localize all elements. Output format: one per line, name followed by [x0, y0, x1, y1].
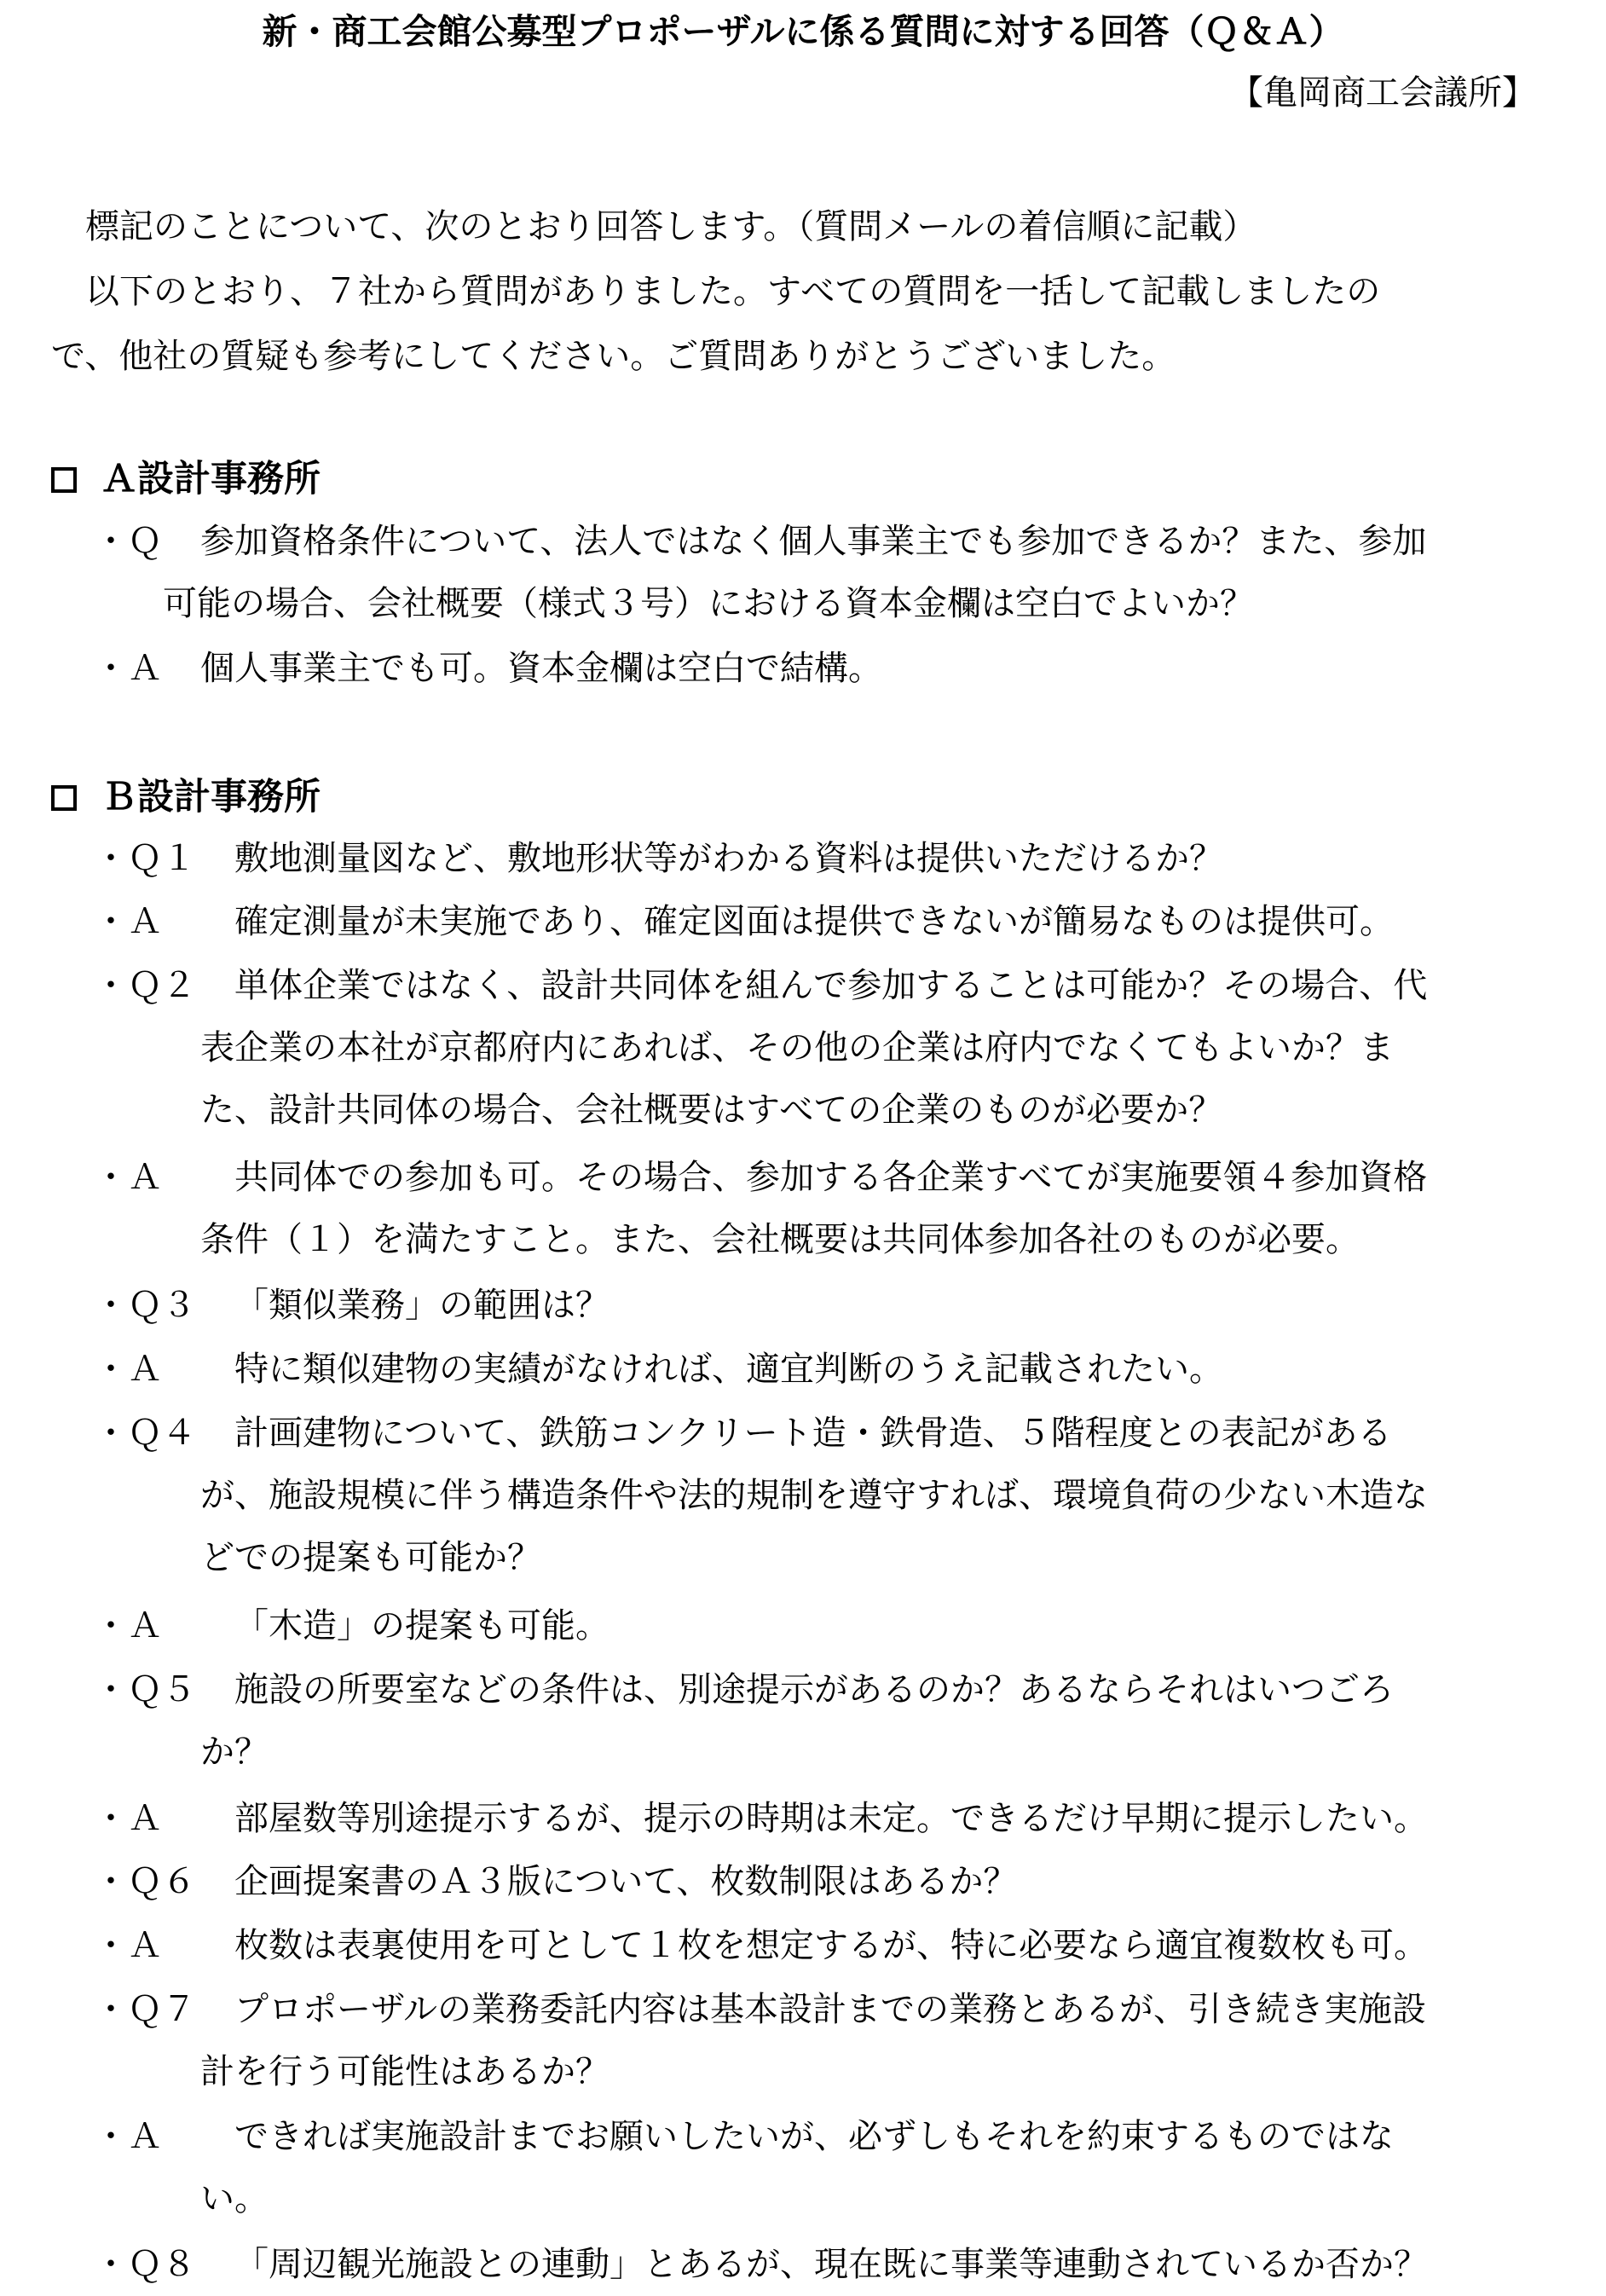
answer-item — [94, 1915, 1543, 1977]
section-heading-label: Ｂ設計事務所 — [101, 776, 321, 818]
qa-line: 枚数は表裏使用を可として１枚を想定するが、特に必要なら適宜複数枚も可。 — [234, 1926, 1428, 1965]
intro-line: で、他社の質疑も参考にしてください。ご質問ありがとうございました。 — [51, 337, 1176, 376]
intro-line: 標記のことについて、次のとおり回答します。（質問メールの着信順に記載） — [85, 207, 1257, 246]
qa-line: 特に類似建物の実績がなければ、適宜判断のうえ記載されたい。 — [234, 1350, 1223, 1389]
organization-label: 【亀岡商工会議所】 — [1229, 73, 1536, 113]
section-heading-label: Ａ設計事務所 — [101, 458, 321, 500]
qa-tag: ・Ａ — [94, 1799, 162, 1838]
qa-line: 企画提案書のＡ３版について、枚数制限はあるか？ — [234, 1862, 1018, 1901]
qa-line: 共同体での参加も可。その場合、参加する各企業すべてが実施要領４参加資格 — [234, 1158, 1428, 1197]
qa-tag: ・Ａ — [94, 649, 162, 688]
qa-line: 敷地測量図など、敷地形状等がわかる資料は提供いただけるか？ — [234, 839, 1223, 878]
question-item — [94, 2234, 1543, 2296]
qa-line: か？ — [200, 1732, 269, 1772]
qa-line: 参加資格条件について、法人ではなく個人事業主でも参加できるか？また、参加 — [200, 522, 1427, 561]
answer-item — [94, 1595, 1543, 1657]
section-heading — [51, 773, 321, 821]
question-item — [94, 828, 1543, 890]
qa-tag: ・Ｑ３ — [94, 1286, 196, 1325]
question-item — [94, 1275, 1543, 1337]
qa-tag: ・Ａ — [94, 1158, 162, 1197]
section-heading — [51, 455, 321, 503]
qa-line: どでの提案も可能か？ — [200, 1538, 541, 1577]
question-item — [94, 955, 1543, 1142]
qa-tag: ・Ｑ７ — [94, 1990, 196, 2029]
question-item — [94, 1402, 1543, 1589]
qa-tag: ・Ａ — [94, 1926, 162, 1965]
question-item — [94, 1979, 1543, 2103]
qa-line: 「木造」の提案も可能。 — [234, 1606, 609, 1645]
answer-item — [94, 1339, 1543, 1401]
qa-line: が、施設規模に伴う構造条件や法的規制を遵守すれば、環境負荷の少ない木造な — [200, 1476, 1428, 1515]
answer-item — [94, 1788, 1543, 1850]
answer-item — [94, 1147, 1543, 1271]
qa-line: 表企業の本社が京都府内にあれば、その他の企業は府内でなくてもよいか？ま — [200, 1028, 1394, 1067]
qa-tag: ・Ａ — [94, 1606, 162, 1645]
qa-line: 個人事業主でも可。資本金欄は空白で結構。 — [200, 649, 882, 688]
question-item — [94, 511, 1543, 635]
qa-tag: ・Ａ — [94, 2117, 162, 2156]
question-item — [94, 1659, 1543, 1784]
qa-line: 可能の場合、会社概要（様式３号）における資本金欄は空白でよいか？ — [163, 584, 1254, 623]
qa-line: 確定測量が未実施であり、確定図面は提供できないが簡易なものは提供可。 — [234, 902, 1394, 941]
qa-tag: ・Ｑ５ — [94, 1670, 196, 1709]
qa-tag: ・Ｑ６ — [94, 1862, 196, 1901]
qa-line: 単体企業ではなく、設計共同体を組んで参加することは可能か？その場合、代 — [234, 966, 1428, 1005]
qa-line: 施設の所要室などの条件は、別途提示があるのか？あるならそれはいつごろ — [234, 1670, 1394, 1709]
qa-line: できれば実施設計までお願いしたいが、必ずしもそれを約束するものではな — [234, 2117, 1394, 2156]
qa-tag: ・Ｑ８ — [94, 2245, 196, 2284]
intro-paragraph — [51, 194, 1551, 389]
qa-line: た、設計共同体の場合、会社概要はすべての企業のものが必要か？ — [200, 1090, 1223, 1130]
qa-line: 「類似業務」の範囲は？ — [234, 1286, 609, 1325]
qa-tag: ・Ｑ — [94, 522, 162, 561]
checkbox-square-icon — [51, 467, 77, 493]
checkbox-square-icon — [51, 785, 77, 811]
question-item — [94, 1851, 1543, 1913]
page-title: 新・商工会館公募型プロポーザルに係る質問に対する回答（Ｑ＆Ａ） — [262, 11, 1344, 52]
qa-tag: ・Ｑ２ — [94, 966, 196, 1005]
intro-line: 以下のとおり、７社から質問がありました。すべての質問を一括して記載しましたの — [85, 272, 1381, 311]
answer-item — [94, 891, 1543, 953]
qa-line: 「周辺観光施設との連動」とあるが、現在既に事業等連動されているか否か？ — [234, 2245, 1428, 2284]
qa-tag: ・Ａ — [94, 1350, 162, 1389]
qa-line: 計を行う可能性はあるか？ — [200, 2052, 609, 2091]
qa-line: 条件（１）を満たすこと。また、会社概要は共同体参加各社のものが必要。 — [200, 1220, 1360, 1259]
qa-tag: ・Ａ — [94, 902, 162, 941]
qa-line: プロポーザルの業務委託内容は基本設計までの業務とあるが、引き続き実施設 — [234, 1990, 1426, 2029]
qa-tag: ・Ｑ４ — [94, 1414, 196, 1453]
answer-item — [94, 638, 1543, 700]
qa-tag: ・Ｑ１ — [94, 839, 196, 878]
qa-line: い。 — [200, 2179, 269, 2218]
answer-item — [94, 2106, 1543, 2230]
qa-line: 部屋数等別途提示するが、提示の時期は未定。できるだけ早期に提示したい。 — [234, 1799, 1428, 1838]
qa-line: 計画建物について、鉄筋コンクリート造・鉄骨造、５階程度との表記がある — [234, 1414, 1392, 1453]
